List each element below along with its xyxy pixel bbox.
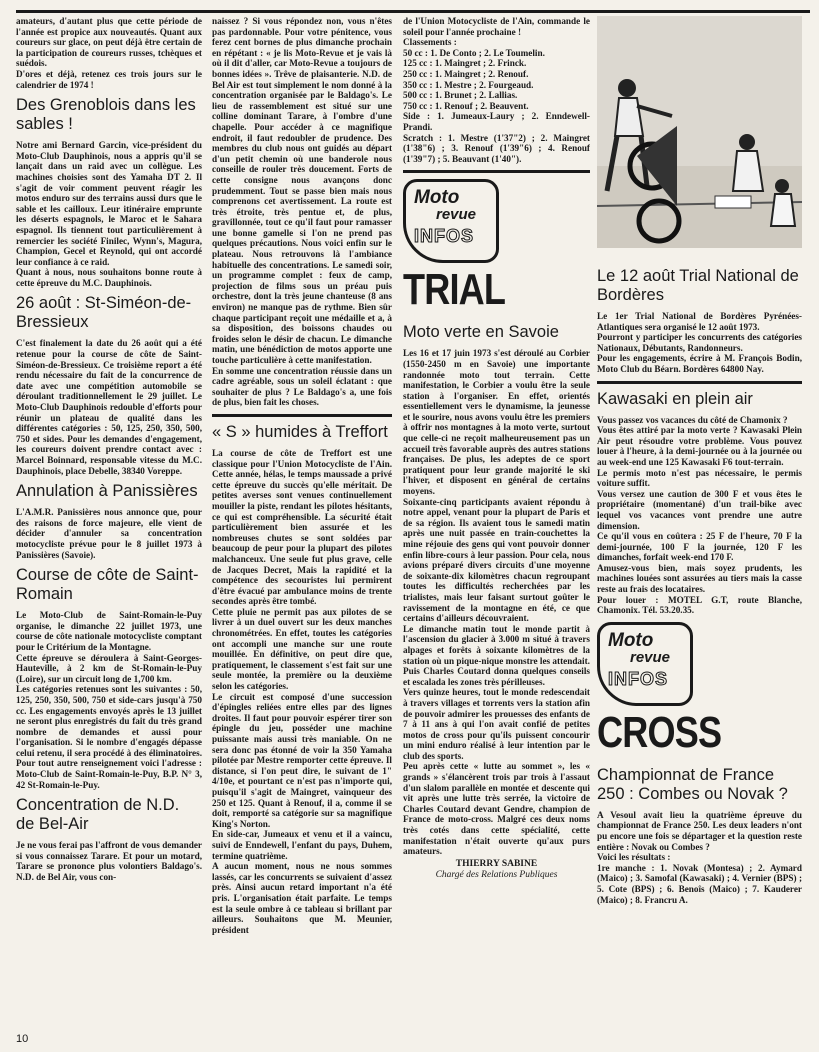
article-panissieres-text: L'A.M.R. Panissières nous annonce que, pour des raisons de force majeure, elle vient de décider d'annuler sa concentration motocycliste prévue pour le 8 juillet 1973 à Panissières (Savoie). [16,507,202,560]
article-championnat-text: A Vesoul avait lieu la quatrième épreuve du championnat de France 250. Les deux leaders n'ont pu encore une fois se départager et la question reste entière : Novak ou Combes ? Voici les résultats : 1re manche : 1. Novak (Montesa) ; 2. Aymard (Maico) ; 3. Samofal (Kawasaki) ; 4. Vernier (BPS) ; 5. Cote (BPS) ; 6. Benoîs (Maico) ; 7. Kauderer (Maico) ; 8. Francru A. [597,809,802,905]
logo-moto: Moto [414,187,460,209]
column-4 [597,16,802,905]
headline-borderes: Le 12 août Trial National de Bordères [597,267,799,304]
logo-infos: INFOS [608,668,669,689]
article-kawasaki-text: Vous passez vos vacances du côté de Chamonix ? Vous êtes attiré par la moto verte ? Kawasaki Plein Air peut résoudre votre problème. Vous pouvez louer à l'heure, à la demi-journée ou à la journée ou au week-end une 125 Kawasaki F6 tout-terrain. Le permis moto n'est pas nécessaire, le permis voiture suffit. Vous versez une caution de 300 F et vous êtes le propriétaire (momentané) d'un trail-bike avec lequel vos vacances vont prendre une autre dimension. Ce qu'il vous en coûtera : 25 F de l'heure, 70 F la demi-journée, 100 F la journée, 120 F les dimanches, forfait week-end 170 F. Amusez-vous bien, mais soyez prudents, les machines louées sont assurées au tiers mais la casse reste au frais des locataires. Pour louer : MOTEL G.T, route Blanche, Chamonix. Tél. 53.20.35. [597,414,802,616]
headline-panissieres: Annulation à Panissières [16,482,198,501]
article-st-simeon-text: C'est finalement la date du 26 août qui a été retenue pour la course de côte de Saint-Siméon-de-Bressieux. Ce troisième report a été rendu nécessaire du fait de la concurrence de date avec une compétition automobile se déroulant traditionnellement le 29 juillet. Le Moto-Club Dauphinois redouble d'efforts pour réunir un plateau de qualité dans les différentes catégories : 50, 125, 250, 350, 500, 750 et sides. Pour les demandes d'engagement, les coureurs doivent prendre contact avec : Marcel Boinnard, responsable vitesse du M.C. Dauphinois, place Debelle, 38340 Voreppe. [16,338,202,476]
section-rule [403,170,590,173]
column-3 [403,16,590,881]
section-title-trial: TRIAL [403,265,506,315]
signature-name: THIERRY SABINE [455,858,538,869]
headline-treffort: « S » humides à Treffort [212,422,388,441]
section-title-cross: CROSS [597,707,722,757]
logo-infos: INFOS [414,226,475,247]
article-bel-air-continued: naissez ? Si vous répondez non, vous n'êtes pas pardonnable. Pour votre pénitence, vous ferez cent bornes de plus dimanche prochain en répétant : « je lis Moto-Revue et je vais là où il dit d'aller, car Moto-Revue a toujours de bonnes idées ». Trêve de plaisanterie. N.D. de Bel Air est tout simplement le nom donné à la concentration organisée par le Baldago's. Le lieu de rassemblement est situé sur une colline dominant Tarare, à l'ombre d'une chapelle. Pour accéder à ce magnifique endroit, il faut redoubler de prudence. Des membres du club nous ont guidés au départ d'un petit chemin où une banderole nous conseille de rouler très doucement. Forts de cette consigne nous avançons donc prudemment. Tout se passe bien mais nous comprenons cet avertissement. La route est très étroite, très pentue et, de plus, gravillonnée, tout ce qu'il faut pour ramasser une bonne gamelle si l'on ne prend pas quelques précautions. Nous voici enfin sur le plateau. Nous retrouvons là l'ambiance habituelle des concentrations. Le samedi soir, un programme complet : feux de camp, projection de films sous un préau puis orchestre, dont la très jeune chanteuse (8 ans environ) ne manque pas de rythme. Bien sûr chaque participant reçoit une médaille et a, à sa disposition, des boissons chaudes ou froides selon le désir de chacun. Le dimanche matin, une bénédiction de motos apporte une touche particulière à cette manifestation. En somme une concentration réussie dans un cadre agréable, sous un soleil éclatant : que souhaiter de plus ? Le Baldago's a, une fois de plus, bien fait les choses. [212,16,392,408]
column-1 [16,16,202,883]
headline-kawasaki: Kawasaki en plein air [597,389,753,408]
headline-bel-air: Concentration de N.D. de Bel-Air [16,796,180,834]
article-intro-text: amateurs, d'autant plus que cette période de l'année est propice aux nouveautés. Quant aux coureurs sur glace, on peut déjà être certain de la participation de coureurs russes, tchèques et suédois. D'ores et déjà, retenez ces trois jours sur le calendrier de 1974 ! [16,16,202,90]
headline-moto-verte: Moto verte en Savoie [403,323,559,342]
moto-revue-infos-logo [403,179,499,263]
logo-revue: revue [630,648,671,666]
logo-revue: revue [436,206,477,224]
article-moto-verte-text: Les 16 et 17 juin 1973 s'est déroulé au Corbier (1550-2450 m en Savoie) une importante randonnée moto tout terrain. Cette manifestation, le Corbier a voulu être la seule station à l'organiser. En effet, orientés essentiellement vers le dynamisme, la jeunesse et le sourire, nous avons voulu être les premiers à offrir nos montagnes à la moto verte, surtout que celle-ci ne reçoit malheureusement pas un accueil très favorable auprès des autres stations françaises. De plus, les adeptes de ce sport pratiquent pour leur grande majorité le ski l'hiver, et disposent en général de certains moyens. Soixante-cinq participants avaient répondu à notre appel, venant pour la plupart de Paris et de sa région. Ils avaient tous le samedi matin après une nuit passée en train-couchettes la mine réjouie des gens qui vont pouvoir donner enfin libre-cours à leur passion. Pour cela, nous avions préparé divers circuits d'une moyenne de soixante-dix kilomètres chacun regroupant toutes les difficultés recherchées par les trialistes, mais leur faisant surtout goûter le ravissement de la montagne en été, ce que certains d'ailleurs découvraient. Le dimanche matin tout le monde partit à l'ascension du glacier à 3.000 m situé à travers alpages et forêts à soixante kilomètres de la station où un pique-nique monstre les attendait. Puis Charles Coutard donna quelques conseils et escalada les zones très périlleuses. Vers quinze heures, tout le monde redescendait à travers villages et torrents vers la station afin de pouvoir admirer les prouesses des enfants de 7 à 11 ans à qui l'on avait confié de petites motos de cross pour qu'ils puissent concourir un mini enduro réalisé à leur intention par le club des sports. Peu après cette « lutte au sommet », les « grands » s'élancèrent trois par trois à l'assaut d'un slalom parallèle en montée et descente qui vit après une lutte très serrée, la victoire de Charles Coutard devant Gendre, champion de France de moto-cross. Malgré ces deux noms très cotés dans cette spécialité, cette manifestation n'était ouverte qu'aux purs amateurs. [403,348,590,857]
headline-grenoblois: Des Grenoblois dans les sables ! [16,96,196,134]
top-rule [16,10,810,13]
headline-saint-romain: Course de côte de Saint-Romain [16,566,199,604]
signature-role: Chargé des Relations Publiques [435,869,558,880]
logo-moto: Moto [608,629,654,651]
trial-rider-photo [597,16,802,248]
headline-st-simeon: 26 août : St-Siméon-de-Bressieux [16,294,192,332]
article-saint-romain-text: Le Moto-Club de Saint-Romain-le-Puy organise, le dimanche 22 juillet 1973, une course de côte nationale motocycliste comptant pour le Critérium de la Montagne. Cette épreuve se déroulera à Saint-Georges-Hauteville, à 2 km de St-Romain-le-Puy (Loire), sur un circuit long de 1,700 km. Les catégories retenues sont les suivantes : 50, 125, 250, 350, 500, 750 et side-cars jusqu'à 750 cc. Les engagements envoyés après le 13 juillet ne seront plus enregistrés du fait du très grand nombre de demandes et aussi pour l'organisation. Si le nombre d'engagés dépasse celui retenu, il sera procédé à des éliminatoires. Pour tout autre renseignement voici l'adresse : Moto-Club de Saint-Romain-le-Puy, B.P. N° 3, 42 St-Romain-le-Puy. [16,610,202,790]
moto-revue-infos-logo [597,622,693,706]
section-rule [597,381,802,384]
article-bel-air-text: Je ne vous ferai pas l'affront de vous demander si vous connaissez Tarare. Et pour un motard, Tarare se prononce plus volontiers Baldago's. N.D. de Bel Air, vous con- [16,840,202,883]
headline-championnat: Championnat de France 250 : Combes ou Novak ? [597,765,788,803]
signature [403,859,590,881]
article-treffort-results: de l'Union Motocycliste de l'Ain, commande le soleil pour l'année prochaine ! Classements : 50 cc : 1. De Conto ; 2. Le Toumelin. 125 cc : 1. Maingret ; 2. Frinck. 250 cc : 1. Maingret ; 2. Renouf. 350 cc : 1. Mestre ; 2. Fourgeaud. 500 cc : 1. Brunet ; 2. Lallias. 750 cc : 1. Renouf ; 2. Beauvent. Side : 1. Jumeaux-Laury ; 2. Enndewell-Prandi. Scratch : 1. Mestre (1'37"2) ; 2. Maingret (1'38"6) ; 3. Renouf (1'39"6) ; 4. Renouf (1'39"7) ; 5. Beauvant (1'40"). [403,16,590,164]
article-borderes-text: Le 1er Trial National de Bordères Pyrénées-Atlantiques sera organisé le 12 août 1973. Pourront y participer les concurrents des catégories Nationaux, Débutants, Randonneurs. Pour les engagements, écrire à M. François Bodin, Moto Club du Béarn. Bordères 64800 Nay. [597,311,802,374]
column-2 [212,16,392,935]
section-rule [212,414,392,417]
article-treffort-text: La course de côte de Treffort est une classique pour l'Union Motocycliste de l'Ain. Cette année, hélas, le temps maussade a privé cette épreuve du succès qu'elle méritait. De petites averses sont venues continuellement mouiller la piste, rendant les pilotes hésitants, ce qui est compréhensible. La sécurité était particulièrement bien assurée et les nombreuses chutes se sont soldées par beaucoup de peur pour la plupart des pilotes malchanceux. Une seule fut plus grave, celle de Jacques Decret, Mais la rapidité et la compétence des secouristes lui permirent d'être évacué par ambulance moins de trente secondes après être tombé. Cette pluie ne permit pas aux pilotes de se livrer à un duel ouvert sur les deux manches chronométrées. En effet, toutes les catégories ont accompli une manche sur une route mouillée. En définitive, on peut dire que, pratiquement, le classement s'est fait sur une seule montée, la première ou la deuxième selon les catégories. Le circuit est composé d'une succession d'épingles reliées entre elles par des lignes droites. Il faut pour pouvoir espérer tirer son épingle du jeu, posséder une machine puissante mais aussi très maniable. On ne sera donc pas étonné de voir la 350 Yamaha pilotée par Mestre remporter cette épreuve. Il distance, si l'on peut dire, le suivant de 1" 4/10e, et pourtant ce n'est pas n'importe qui, puisqu'il s'agit de Maingret, vainqueur des 250 et 125. Quant à Renouf, il a, comme il se doit, remporté sa catégorie sur sa magnifique King's Norton. En side-car, Jumeaux et venu et il a vaincu, suivi de Enndewell, l'enfant du pays, Duhem, termine quatrième. A aucun moment, nous ne nous sommes lassés, car les concurrents se suivaient d'assez près. Ainsi aucun retard important n'a été pris. L'organisation était parfaite. Le temps est la seule ombre à ce tableau si brillant par ailleurs. Souhaitons que M. Meunier, président [212,447,392,935]
article-grenoblois-text: Notre ami Bernard Garcin, vice-président du Moto-Club Dauphinois, nous a appris qu'il se lançait dans un raid avec un collègue. Les machines choisies sont des Yamaha DT 2. Il s'agit de voir comment peuvent réagir les motos enduro sur des terrains aussi durs que le sable et les cailloux. Leur itinéraire emprunte les déserts espagnols, le Maroc et le Sahara espagnol. Ils tiennent tout particulièrement à remercier les société Finilec, Wynn's, Magura, Champion, Gecel et Reynold, qui ont accordé leur confiance à ce raid. Quant à nous, nous souhaitons bonne route à cette épreuve du M.C. Dauphinois. [16,140,202,288]
page-number: 10 [16,1033,29,1045]
